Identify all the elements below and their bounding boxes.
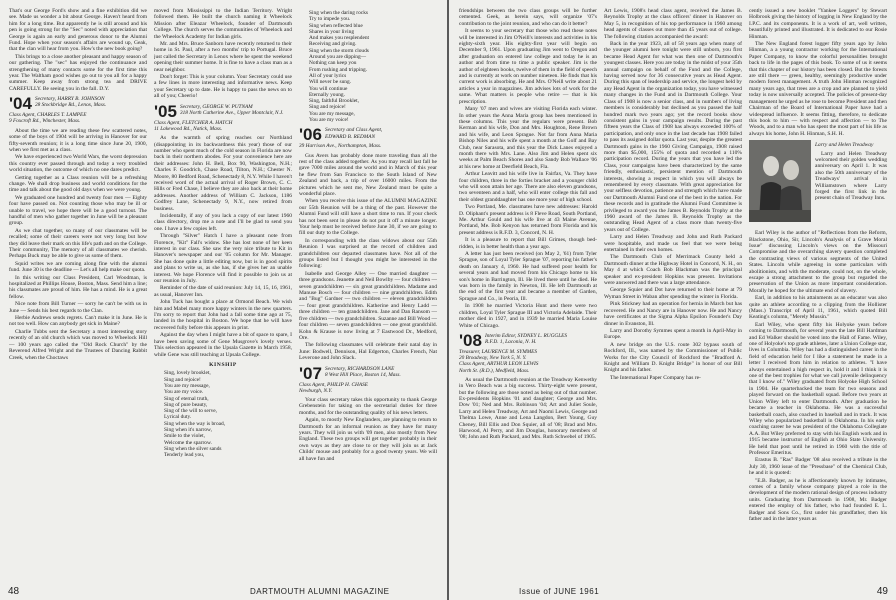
- class-secretary-address: R.F.D. 1, Laconia, N. H.: [484, 339, 537, 346]
- paragraph: As we chat together, so many of our classmates will be recalled; some of their careers were not very long but how they did leave their mark on this life's path and on the College. Their community, The memory of all classmates we cherish. Perhaps Buck may be able to give us some of them.: [9, 227, 147, 260]
- class-heading-07: [299, 363, 437, 394]
- poem-line: You are my message,: [164, 382, 210, 389]
- paragraph: Getting together as a Class reunion will be a refreshing change. We shall drop business and world conditions for the time and talk about the good old days when we were young.: [9, 174, 147, 194]
- poem-line: Shares in your living: [309, 28, 355, 35]
- paragraph: We graduated one hundred and twenty four men — Eighty four have passed on. Not counting those who may be ill or unable to travel, we hope there will be a good turnout. The handful of men who gather together in June will be a pleasant group.: [9, 194, 147, 227]
- paragraph: The New England forest logger fifty years ago by John Hinman, a a young contractor working for the International Paper Company, to know the colorful personalities brought back to life in the pages of this book. To some of us it seems that this chapter of our history has been closed. But the forests are still there — green, healthy, seemingly productive under modern forest management. A truth John Hinman recognized many years ago, that trees are a crop and are planned to yield today is now universally accepted. The policies of present-day management he urged as he rose to become President and then Chairman of the Board of International Paper have had a widespread influence. It seems fitting, therefore, to dedicate this book to him — with respect and affection — to The Woods, and to a man who has spent the most part of his life as always his home, John H. Hinman, S.H. H.: [749, 41, 887, 137]
- class-agent-address: North St. (R.D.), Medfield, Mass.: [459, 367, 530, 374]
- paragraph: Two Portland, Me. classmates have new addresses: Harold D. Oliphant's present address is 8 Fleve Road, South Portland, Me. Arthur Gould and his wife live at 43 Maine Avenue, Portland, Me. Bob Kenyon has returned from Florida and his present address is R.F.D. 3, Concord, N. H.: [459, 204, 597, 236]
- paragraph: We have experienced two World Wars, the worst depression this country ever passed through and today a very troubled world situation, the outcome of which no one dares predict.: [9, 154, 147, 174]
- paragraph: In 1908 he married Victoria Hunt and there were two children, Loyal Tyler Sprague III and Victoria Adelaide. Their mother died in 1927, and in 1939 he married Maria Louise White of Chicago.: [459, 303, 597, 329]
- paragraph: Gus Avers has probably done more traveling than all the rest of the class added together. As you may recall last fall he gave 7000 miles around the world and in March of this year he flew from San Francisco to the South Island of New Zealand and back, a trip of over 16000 miles. From the pictures which he sent me, New Zealand must be quite a wonderful place.: [299, 152, 437, 197]
- class-secretary-address: 28 Stockbridge Rd., Lenox, Mass.: [34, 102, 107, 109]
- class-treasurer-address: 20 Broadway, New York 5, N. Y.: [459, 355, 527, 362]
- class-treasurer: Treasurer, LAURENCE M. SYMMES: [459, 348, 538, 355]
- class-agent: Class Agent, PHILIP H. CHASE: [299, 381, 368, 388]
- poem-line: Sing, lovely brooklet,: [164, 370, 211, 377]
- class-secretary: Secretary and Class Agent,: [324, 127, 383, 134]
- class-secretary: Secretary, RICHARDSON LANE: [324, 365, 395, 372]
- paragraph: Again, to mostly New Englanders, are planning to return to Dartmouth for an informal reunion as they have for many years. They will join us with '09 men, also mostly from New England. These two groups will get together probably in their own ways as they are close to or they will join us at Jack Childs' mouse and probably for a good twenty years. We will all have fun and: [299, 417, 437, 462]
- class-heading-05: [154, 101, 292, 132]
- page-footer: Issue of JUNE 1961: [519, 587, 600, 596]
- poem-line: Will never be sung.: [309, 79, 351, 86]
- class-secretary-address: 8 West Hill Place, Boston 14, Mass.: [324, 371, 401, 378]
- paragraph: Against the day when I might have a bit of space to spare, I have been saving some of Gene Musgrove's lovely verses. This selection appeared in the Upsala Gazette in March 1958, while Gene was still teaching at Upsala College.: [154, 332, 292, 358]
- paragraph: It is a pleasure to report that Bill Grimes, though bed-ridden, is in better health than a year ago.: [459, 237, 597, 250]
- paragraph: moved from Mississippi to the Indian Territory. Wright followed them. He built the church naming it Wheelock Mission after Eleazar Wheelock, founder of Dartmouth College. The church serves the communities of Wheelock and the Wheelock Academy for Indian girls.: [154, 8, 292, 40]
- class-secretary-name: EDWARD B. REDMAN: [324, 133, 376, 140]
- poem-line: Lyrical duty.: [164, 414, 192, 421]
- treadway-photo: [749, 140, 811, 222]
- paragraph: Erastus B. "Ras" Badger '08 also received a tribute in the July 30, 1960 issue of the "Pressbase" of the Chemical Club, he and it is quoted:: [749, 457, 887, 477]
- class-heading-04: [9, 96, 147, 124]
- paragraph: Larry and Dorothy Symmes spent a month in April-May in Europe.: [604, 327, 742, 341]
- poem-continued: [309, 10, 437, 123]
- paragraph: The Dartmouth Club of Merrimack County held a Dartmouth dinner at the Highway Hotel in Concord, N. H., on May 4 at which Coach Bob Blackman was the principal speaker and ex-president Hopkins was present. Invitations were answered and there was a large attendance.: [604, 254, 742, 287]
- poem-line: And makes you resplendent: [309, 35, 370, 42]
- paragraph: Mr. and Mrs. Bruce Sanborn have recently returned to their home in St. Paul, after a two months' trip to Portugal. Bruce just called the Secretary in Lenox where he spent the weekend opening their summer home. It is fine to have a class man as a near neighbor.: [154, 41, 292, 73]
- paragraph: Earl, in addition to his attainments as an educator was also quite an athlete according to a clipping from the Hollister (Mass.) Transcript of April 11, 1961, which quoted Bill Keating's column, "Merely Mussin.": [749, 295, 887, 321]
- paragraph: This brings to a close another pleasant and happy season of our gathering. The "sec" has enjoyed the continuance and strengthening of many contacts some for the first time this year. The Waltham good wishes go out to you all for a happy summer. Keep away from strong tea and DRIVE CAREFULLY. Be seeing you in the fall. D.Y.: [9, 53, 147, 92]
- paragraph: Larry and Helen Treadway and John and Ruth Packard were hospitable, and made us feel that we were being entertained in their own homes.: [604, 234, 742, 254]
- poem-line: Sing when the silver sands: [164, 445, 222, 452]
- paragraph: It seems to your secretary that those who read these notes will be interested in Jim O'Neill's interests and activities in his eighty-sixth year. His eighty-first year will begin on December 9, 1961. Upon graduating Jim went to Oregon and after graduation on entered law college and today he is an author and from time to time a public speaker. Jim is the author of eighteen books, twelve of them in the field of speech and is currently at work on number nineteen. He finds that his current work is absorbing. He and Mrs. O'Neill write about 21 articles a year in magazines. Jim advises lots of work for the same. What matters is people who retire — that is his prescription.: [459, 28, 597, 105]
- paragraph: Arthur Leavitt and his wife live in Fairfax, Va. They have four children, three in the forties bracket and a younger child who will soon attain her age. There are also eleven grandsons, two seventeen and a half, who will enter college this fall and their oldest granddaughter has one more year of high school.: [459, 171, 597, 203]
- poem-title: KINSHIP: [209, 361, 237, 368]
- poem-line: Sing and rejoice!: [164, 376, 201, 383]
- paragraph: The International Paper Company has re-: [610, 374, 701, 381]
- paragraph: Earl Wiley is the author of "Reflections from the Reform, Blackstone, Ohio, Sir, Lincoln's Analysis of a Grave Moral Issue" discussing Lincoln's views on the Missouri Compromise and the overarching slavery question completed the contrasting views of various segments of the United States. Lincoln while agreeing in some particulars with abolitionists, and with the moderate, could not, on the whole, escape a strong attachment to the group but regarded the preservation of the Union as more important consideration. Morally he hoped for the ultimate end of slavery.: [749, 230, 887, 294]
- poem-line: Sing of the will to serve,: [164, 408, 218, 415]
- paragraph: Earl Wiley, who spent fifty his Holyoke years before coming to Dartmouth, for several years the late Bill Hardman and Ed Walker should be voted into the Hall of Fame. Wiley, one of Holyoke's top grade athletes, later a Union College star, lives in Columbia. Wiley has had a distinguished career in the field of education held for I like a statement he made in a letter I received from him in relation to athletes. "I have always entertained a high respect in, hold it and I think it is one of the best trophies for what we call juvenile delinquency that I know of." Wiley graduated from Holyoke High School in 1904. He quarterbacked the team for two seasons and played forward on the basketball squad. Before two years at Union Wiley left to enter Dartmouth. After graduation he became a teacher in Oklahoma. He was a successful basketball coach, also coached in baseball and in track. It was Wiley who popularized basketball in Oklahoma. In his early coaching career he was president of the Oklahoma Collegiate A.A. But Wiley preferred to stay with his English work and in 1915 became instructor of English at Ohio State University. He held that post until he retired in 1960 with the title of Professor Emeritus.: [749, 321, 887, 456]
- right-col-1: [459, 8, 597, 580]
- paragraph: Squid writes we are coming along fine with the alumni fund. June 30 is the deadline — Let's all help make our quota.: [9, 260, 147, 274]
- poem-line: From rushing and tripping.: [309, 66, 368, 73]
- photo-block: [749, 140, 887, 228]
- poem-line: You are my voice.: [164, 389, 204, 396]
- poem-line: Try to impede you.: [309, 16, 351, 23]
- paragraph: Larry and Helen Treadway welcomed their golden wedding anniversary on April 1. It was also the 50th anniversary of the Treadways' arrival in Williamstown where Larry forged the first link in the present chain of Treadway Inns.: [815, 150, 887, 202]
- right-col-2: [604, 8, 742, 580]
- poem-line: Around you are dipping—: [309, 54, 367, 61]
- class-year: '07: [299, 363, 322, 383]
- class-heading-06: [299, 127, 437, 149]
- paragraph: Don't forget: This is your column. Your Secretary could use a few lines in more interesting and informative news. Keep your Secretary up to date. He is happy to pass the news on to all of you; Cheerio!: [154, 74, 292, 100]
- page-number: 48: [8, 586, 20, 597]
- poem-line: Sing when it's narrow,: [164, 426, 212, 433]
- class-secretary-address: 39 Harrison Ave., Northampton, Mass.: [299, 143, 382, 150]
- paragraph: In corresponding with the class widows about our 55th Reunion I was surprised at the record of children and grandchildren our departed classmates have. Not all of the groups listed but I thought you might be interested in the following:: [299, 237, 437, 270]
- left-col-1: [9, 8, 147, 580]
- paragraph: About the time we are reading these few scattered notes, some of the boys of 1904 will be arriving in Hanover for our fifty-seventh reunion; it is a long time since June 20, 1900, when we first met as a class.: [9, 127, 147, 153]
- paragraph: Your class secretary takes this opportunity to thank George Grebenstein for taking on the secretarial duties for three months, and for the outstanding quality of his news letters.: [299, 396, 437, 416]
- class-agent-address: 11 Lakewood Rd., Natick, Mass.: [154, 125, 223, 132]
- left-col-3: [299, 8, 437, 580]
- paragraph: In this writing our Class President, Carl Woodman, is hospitalized at Phillips House, Boston, Mass. Send him a line; his classmates are proud of him. He has a mind. He is a great fellow.: [9, 274, 147, 300]
- paragraph: cently issued a new booklet "Yankee Loggers" by Stewart Holbrook giving the history of logging in New England by the I.P.C. and its components. It is a work of art, well written, beautifully printed and illustrated. It is dedicated to our Rosie Hinman.: [749, 8, 887, 40]
- paragraph: Reminder of the date of said reunion: July 14, 15, 16, 1961, as usual, Hanover Inn.: [154, 285, 292, 298]
- paragraph: Back in the year 1923, all of 58 years ago when many of the younger alumni here tonight were still unborn, you first became Head Agent for what was then one of Dartmouth's youngest classes. Here you are today in the midst of your 35th annual campaign on behalf of the Fund and the College, having served now for 36 consecutive years as Head Agent. During this span of leadership and service, the longest held by any Head Agent in the organization today, you have witnessed many changes in the Fund and in Dartmouth College. Your Class of 1908 is now a senior class, and in numbers of living members is considerably but declined as you passed the half hundred mark two years ago; yet the record books show consistent gains in your campaign results. During the past fifteen years the Class of 1908 has always exceeded 100% of participation, and only once in the last decade has 1908 failed to pass its assigned dollar quota. Last year, despite the greatest Dartmouth gains in the 1960 Giving Campaign, 1908 raised more than $5,000, 155% of quota and recorded a 110% participation record. During the years that you have led the Class, your campaigns have been characterized by the same friendly, enthusiastic, persistent mention of Dartmouth interests, showing a respect in which you will always be remembered by every classmate. With great appreciation for your selfless devotion, patience and strength which have made our Dartmouth Alumni Fund one of the best in the nation. For these records and in gratitude the Alumni Fund Committee is privileged to award you the James B. Reynolds Trophy at the 1960 award of the James B. Reynolds Trophy as the outstanding Head Agent of a class more than twenty-five years out of College.: [604, 41, 742, 233]
- paragraph: Incidentally, if any of you lack a copy of our latest 1960 class directory, drop me a note and I'll be glad to send you one. I have a few copies left.: [154, 212, 292, 232]
- poem-line: Tenderly lead you,: [164, 452, 205, 459]
- paragraph: John Tuck has bought a place at Ormond Beach. We wish him and Mabel many more happy winters in the new quarters. I'm sorry to report that John had a fall some time ago at 75, landed in the hospital in Boston. We hope that he will have recovered fully before this appears in print.: [154, 299, 292, 331]
- paragraph: "E.B. Badger, as he is affectionately known by intimates, comes of a family whose company played a role in the development of the modern rational design of process industry units. Graduating from Dartmouth in 1908, Mr. Badger entered the employ of his father, who had founded E. L. Badger and Sons Co., first under his grandfather, then his father and in the latter years as: [749, 477, 887, 522]
- photo-caption-text: Larry and Helen Treadway: [815, 142, 874, 149]
- poem-line: You will continue: [309, 85, 348, 92]
- poem-line: Sing when reflected blue: [309, 22, 363, 29]
- poem-line: Sing when the storm clouds: [309, 47, 369, 54]
- photo-caption: [815, 142, 887, 202]
- paragraph: As the warmth of spring reaches our Northland (disappointing in its backwardness this year) those of our number who spent much of the cold season in Florida are now back in their northern abodes. For your convenience here are their addresses: John H. Bell, Box 90, Washington, N.H.; Charles F. Goodrich, Chase Road, Tilton, N.H.; Chester N. Moore, 80 Bedford Road, Schenectady 8, N.Y. While I haven't received word of the actual arrival of Roger Brown, C. C. Hills or Fred Chase, I believe they are also back at their home addresses. Another address of William C. Jackson, 1186 Godfrey Lane, Schenectady 9, N.Y., now retired from business.: [154, 135, 292, 212]
- paragraph: Pink Stickney had an operation for hernia in March but has recovered. He and Nancy are in Hanover now. He and Nancy have certificates at the Sigma Alpha Epsilon Founder's Day dinner in Evanston, Ill.: [604, 301, 742, 327]
- class-agent-address: 9 Foxcroft Rd., Winchester, Mass.: [9, 118, 81, 125]
- page-footer: DARTMOUTH ALUMNI MAGAZINE: [250, 587, 390, 596]
- right-col-3: [749, 8, 887, 580]
- class-agent-address: Newburgh, N.Y.: [299, 387, 333, 394]
- paragraph: Isabelle and George Alley — One married daughter — three grandsons. Jeanette and Neil Bowlby — four children — seven grandchildren — six great grandchildren. Madame and Manuse Bosch — four children — nine grandchildren. Edith and "Bug" Gardner — two children — eleven grandchildren — four great grandchildren. Katherine and Henry Ladd — three children — ten grandchildren. Jane and Dan Ransom — five children — two grandchildren. Suzanne and Bill Wood — four children — seven grandchildren — one great grandchild. Kohn & Krause is now living at 7 Eastwood Dr., Medford, Ore.: [299, 270, 437, 341]
- paragraph: A new bridge on the U.S. route 302 bypass south of Rockford, Ill., was named by the Commissioner of Public Works for the City Council of Rockford the "Bradford A. Knight and William D. Knight Bridge" in honor of our Bill Knight and his father.: [604, 341, 742, 374]
- poem-line: Sing and rejoice!: [309, 104, 346, 111]
- poem-line: Smile to the violet,: [164, 433, 206, 440]
- page-number: 49: [876, 586, 888, 597]
- paragraph: George Squier and Dot have returned to their home at 79 Wyman Street in Waban after spending the winter in Florida.: [604, 287, 742, 300]
- poem-line: Eternally young.: [309, 91, 345, 98]
- paragraph: A letter has just been received (on May 2, '61) from Tyler Sprague, son of Loyal Tyler Sprague '07, reporting his father's death on January 4, 1960. He had suffered poor health for several years and had moved from his Chicago home to his son's home in Barrington, Ill. He lived there until he died. He was born in the family in Newton, Ill. He left Dartmouth at the end of the first year and became a member of Garden, Sprague and Co., in Peoria, Ill.: [459, 251, 597, 302]
- poem-line: Sing when the way is broad,: [164, 420, 226, 427]
- poem-line: You are my voice!: [309, 117, 349, 124]
- paragraph: As usual the Dartmouth reunion at the Treadway Kenwethy in Vero Beach was a big success. Thirty-eight were present, but the following are those noted as being out of that number. Ex-presidents Hopkins '01 and daughter; George and Mrs. Dow '01; Ned and Mrs. Robinson '04; Art and Juliet Soule, Larry and Helen Treadway, Art and Naomi Lewis, George and Thelma Lowe, Anne and Lena Langdon, Bert Young, Guy Cheney, Bill Ellis and Don Squier, all of '08; Brad and Mrs. Harwood, Al Perry, and Jim Douglas, honorary members of '08; John and Ruth Packard, and Mrs. Ruth Schwebel of 1905.: [459, 376, 597, 441]
- poem: [164, 370, 292, 458]
- paragraph: Nice note from Bill Turner — sorry he can't be with us in June — Sends his best regards to the Clan.: [9, 301, 147, 314]
- class-secretary: Secretary, HARRY B. JOHNSON: [34, 96, 105, 103]
- right-page: [449, 0, 896, 600]
- paragraph: Herbie Andrews sends regrets. Can't make it in June. He is not too well. How can anybody get sick in Maine?: [9, 315, 147, 328]
- couple-photo-image: [749, 140, 811, 222]
- class-secretary-address: 318 North Catherine Ave., Upper Montclair, N.J.: [179, 109, 284, 116]
- class-agent: Class Agent, CHARLES T. LAMPEE: [9, 112, 87, 119]
- paragraph: Through "Silver" Hatch I have a pleasant note from Florence, "Kit" Fall's widow. She has lost none of her keen interest in our class. She saw the very nice tribute to Kit in Hanover's newspaper and our '05 column for Mr. Manager. She has done quite a little editing now, but is in good spirits and plans to write us, as she has, if she gives her an unable interest. We hope Florence will find it possible to join us at our reunion in July.: [154, 233, 292, 285]
- paragraph: The following classmates will celebrate their natal day in June: Bodwell, Dennison, Hal Edgerton, Charles French, Nat Leverone and John Slack.: [299, 342, 437, 362]
- paragraph: Charlie Tubbs sent the Secretary a most interesting story recently of an old church which was moved to Wheelock Hill — 100 years ago called the "Old Rock Church" by the Reverend Alfred Wright and the Trustees of Dancing Rabbit Creek, when the Choctaws: [9, 328, 147, 361]
- class-year: '04: [9, 94, 32, 114]
- class-year: '05: [154, 101, 177, 121]
- poem-line: Receiving and giving.: [309, 41, 357, 48]
- poem-line: You are my message,: [309, 110, 355, 117]
- paragraph: When you receive this issue of the ALUMNI MAGAZINE our 55th Reunion will be a thing of the past. However the Alumni Fund will still have a short time to run. If your check has not been sent in please do not put it off a minute longer. Your help must be received before June 30, if we are going to fill our duty to the College.: [299, 198, 437, 237]
- poem-line: Sing when the daring rocks: [309, 10, 368, 16]
- poem-line: Sing of pure beauty,: [164, 401, 208, 408]
- class-secretary: Secretary, GEORGE W. PUTNAM: [179, 103, 253, 110]
- class-year: '08: [459, 330, 482, 350]
- poem-line: Nothing can keep you: [309, 60, 357, 67]
- poem-line: Sing, faithful Brooklet,: [309, 98, 360, 105]
- left-page: [0, 0, 447, 600]
- poem-line: All of your lyrics: [309, 72, 347, 79]
- class-agent: Class Agent, ARTHUR LEON LEWIS: [459, 361, 539, 368]
- paragraph: Many '07 men and wives are visiting Florida each winter. In other years the Anna Maria group has been mentioned in these columns. This year the regulars were present. Bob Kerman and his wife, Don and Mrs. Houghton, Rene Brown and his wife, and Leon Sprague. Not far from Anna Maria Bishop Niles and his wife spent a month at the Golf and Bay Club, near Sarasota, and this year the Dick Lanes enjoyed a month there with Mrs. Lane. Also Jim and Helen spent six weeks at Palm Beach Shores and also Sandy Bob Wallace '06 at his new home at Deerfield Beach, Fla.: [459, 106, 597, 170]
- paragraph: That's our George Ford's show and a fine exhibition did we see. Made us wonder a bit about George. Haven't heard from him for a long time. But apparently he is still around and his pen is going strong for the "Sec" noted with appreciation that George is again an early and generous donor to the Alumni Fund. Hope when your season's affairs are wound up, Geak, that the clan will hear from you. How's the new book going?: [9, 8, 147, 53]
- class-agent: Class Agent, FLETCHER A. HATCH: [154, 119, 233, 126]
- paragraph: Art Lewis, 1908's head class agent, received the James B. Reynolds Trophy at the class officers' dinner in Hanover on May 5, in recognition of his top performance in 1960 among head agents of classes out more than 45 years out of college. The following citation accompanied the award:: [604, 8, 742, 40]
- poem-line: Welcome the sparrow.: [164, 439, 212, 446]
- paragraph: friendships between the two class groups will be further cemented. Geek, as herein says, will organize '07's contribution to the joint reunion, and who can do it better?: [459, 8, 597, 27]
- class-heading-08: [459, 330, 597, 374]
- left-col-2: [154, 8, 292, 580]
- class-secretary: Interim Editor, SYDNEY L. RUGGLES: [484, 332, 568, 339]
- class-year: '06: [299, 125, 322, 145]
- poem-line: Sing of eternal truth,: [164, 395, 209, 402]
